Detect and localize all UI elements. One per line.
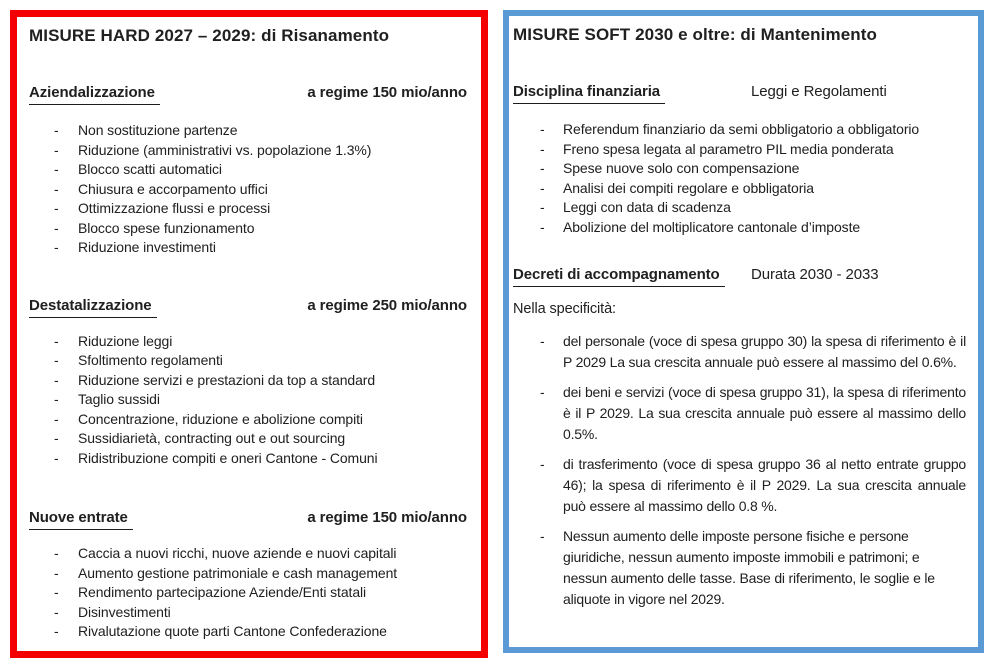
list-item (29, 603, 467, 623)
list-item-text: Non sostituzione partenze (78, 122, 238, 138)
list-item-text: Riduzione (amministrativi vs. popolazione 1.3%) (78, 141, 372, 158)
dash-bullet: - (540, 218, 545, 235)
section-heading: Nuove entrate (29, 508, 133, 530)
list-item-text: Riduzione leggi (78, 332, 173, 349)
section-annotation: Leggi e Regolamenti (751, 83, 887, 100)
dash-bullet: - (540, 140, 545, 157)
list-item (29, 219, 467, 239)
list-item-text: Riduzione servizi e prestazioni da top a standard (78, 371, 376, 388)
section-aziendalizzazione (29, 83, 467, 105)
dash-bullet: - (54, 180, 59, 197)
list-item (513, 179, 966, 199)
section-destatalizzazione (29, 296, 467, 318)
paragraph-text: Nessun aumento delle imposte persone fisiche e persone giuridiche, nessun aumento imposte immobili e patrimoni; e nessun aumento delle tasse. Base di riferimento, le soglie e le aliquote in vigore nel 2029. (563, 528, 935, 607)
paragraph-text: di trasferimento (voce di spesa gruppo 36 al netto entrate gruppo 46); la spesa di riferimento è il P 2029. La sua crescita annuale può essere al massimo dello 0.8 %. (563, 456, 966, 514)
list-item-text: Sussidiarietà, contracting out e out sourcing (78, 430, 346, 446)
dash-bullet: - (54, 410, 59, 427)
list-item-text: Blocco scatti automatici (78, 161, 222, 177)
dash-bullet: - (54, 239, 59, 255)
list-item-text: Rendimento partecipazione Aziende/Enti statali (78, 584, 367, 600)
paragraph-row (513, 454, 966, 517)
section-heading: Destatalizzazione (29, 296, 157, 318)
dash-bullet: - (54, 352, 59, 368)
dash-bullet: - (54, 332, 59, 349)
list-item-text: Analisi dei compiti regolare e obbligatoria (563, 179, 814, 196)
section-annotation: a regime 150 mio/anno (307, 509, 467, 526)
dash-bullet: - (54, 161, 59, 177)
dash-bullet: - (540, 121, 545, 137)
list-item-text: Aumento gestione patrimoniale e cash management (78, 564, 398, 581)
dash-bullet: - (54, 200, 59, 216)
list-item (29, 564, 467, 584)
list-item-text: Caccia a nuovi ricchi, nuove aziende e nuovi capitali (78, 545, 397, 561)
list-item (29, 449, 467, 469)
section-nuove-entrate (29, 508, 467, 530)
list-item-text: Freno spesa legata al parametro PIL media ponderata (563, 140, 894, 157)
list-item (513, 159, 966, 179)
soft-panel-title: MISURE SOFT 2030 e oltre: di Mantenimento (513, 25, 877, 44)
section-decreti (513, 265, 966, 287)
section-disciplina-finanziaria (513, 82, 966, 104)
dash-bullet: - (54, 371, 59, 388)
list-item (513, 120, 966, 140)
dash-bullet: - (54, 122, 59, 138)
list-item (29, 121, 467, 141)
list-item-text: Disinvestimenti (78, 603, 171, 620)
list-item (29, 583, 467, 603)
dash-bullet: - (540, 384, 545, 400)
list-item-text: Chiusura e accorpamento uffici (78, 180, 268, 197)
dash-bullet: - (54, 623, 59, 639)
dash-bullet: - (54, 219, 59, 236)
dash-bullet: - (540, 333, 545, 349)
section-annotation: a regime 250 mio/anno (307, 296, 467, 314)
list-item-text: Referendum finanziario da semi obbligatorio a obbligatorio (563, 121, 920, 137)
list-item (29, 429, 467, 449)
dash-bullet: - (54, 449, 59, 466)
list-item-text: Riduzione investimenti (78, 239, 216, 255)
dash-bullet: - (54, 391, 59, 407)
list-item-text: Spese nuove solo con compensazione (563, 160, 800, 176)
list-item (29, 622, 467, 642)
list-item (29, 238, 467, 258)
list-item-text: Taglio sussidi (78, 391, 160, 407)
section-annotation: a regime 150 mio/anno (307, 84, 467, 101)
list-item (29, 544, 467, 564)
decreti-intro: Nella specificità: (513, 301, 616, 317)
list-item-text: Ridistribuzione compiti e oneri Cantone - Comuni (78, 449, 378, 466)
hard-panel-title: MISURE HARD 2027 – 2029: di Risanamento (29, 26, 390, 45)
dash-bullet: - (54, 141, 59, 158)
list-item (29, 410, 467, 430)
list-item (29, 351, 467, 371)
section-heading: Decreti di accompagnamento (513, 265, 725, 287)
dash-bullet: - (54, 603, 59, 620)
paragraph-row (513, 382, 966, 445)
dash-bullet: - (54, 430, 59, 446)
dash-bullet: - (54, 545, 59, 561)
paragraph-row (513, 526, 966, 610)
list-item-text: Concentrazione, riduzione e abolizione compiti (78, 410, 363, 427)
paragraph-text: dei beni e servizi (voce di spesa gruppo 31), la spesa di riferimento è il P 2029. La sua crescita annuale può essere al massimo dello 0.5%. (563, 384, 966, 442)
list-item-text: Leggi con data di scadenza (563, 199, 731, 215)
list-item (29, 141, 467, 161)
destatalizzazione-list (29, 332, 467, 469)
list-item (29, 371, 467, 391)
section-heading: Aziendalizzazione (29, 83, 160, 105)
list-item (29, 199, 467, 219)
soft-measures-panel (503, 10, 984, 653)
nuove-entrate-list (29, 544, 467, 642)
hard-measures-panel (10, 10, 488, 658)
dash-bullet: - (540, 199, 545, 215)
list-item-text: Ottimizzazione flussi e processi (78, 200, 271, 216)
list-item-text: Abolizione del moltiplicatore cantonale d’imposte (563, 218, 861, 235)
list-item (29, 180, 467, 200)
dash-bullet: - (540, 160, 545, 176)
disciplina-finanziaria-list (513, 120, 966, 237)
dash-bullet: - (540, 528, 545, 544)
list-item-text: Rivalutazione quote parti Cantone Confederazione (78, 623, 387, 639)
list-item (29, 160, 467, 180)
dash-bullet: - (54, 584, 59, 600)
list-item (513, 140, 966, 160)
list-item (29, 390, 467, 410)
list-item (513, 198, 966, 218)
paragraph-row (513, 331, 966, 373)
section-annotation: Durata 2030 - 2033 (751, 266, 879, 283)
list-item-text: Blocco spese funzionamento (78, 219, 255, 236)
list-item-text: Sfoltimento regolamenti (78, 352, 223, 368)
dash-bullet: - (540, 179, 545, 196)
decreti-paragraphs (513, 331, 966, 610)
section-heading: Disciplina finanziaria (513, 82, 665, 104)
dash-bullet: - (540, 456, 545, 472)
paragraph-text: del personale (voce di spesa gruppo 30) la spesa di riferimento è il P 2029 La sua crescita annuale può essere al massimo del 0.6%. (563, 333, 966, 370)
dash-bullet: - (54, 564, 59, 581)
list-item (29, 332, 467, 352)
list-item (513, 218, 966, 238)
aziendalizzazione-list (29, 121, 467, 258)
